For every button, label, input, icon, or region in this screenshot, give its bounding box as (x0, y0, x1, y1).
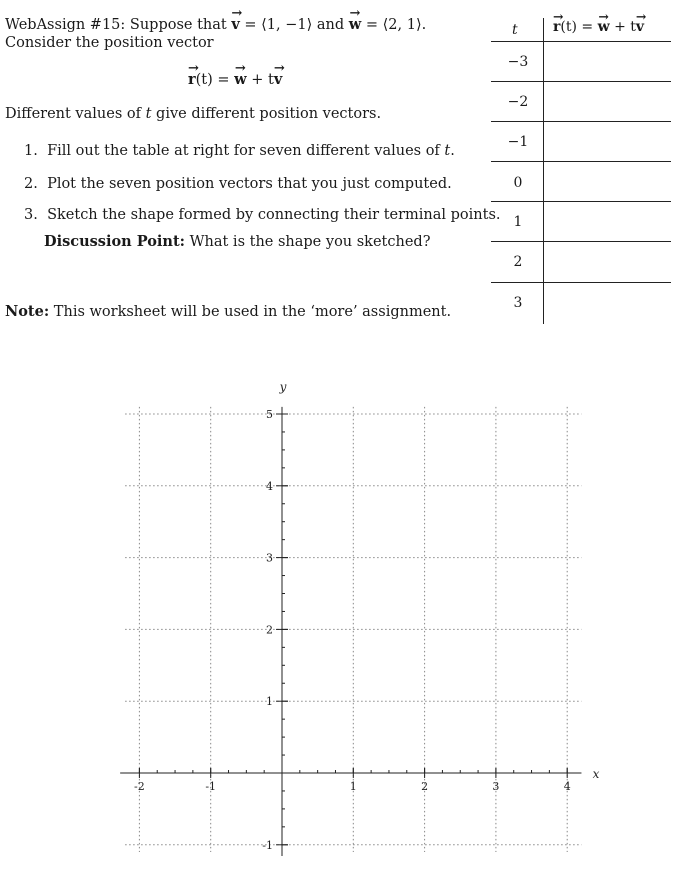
x-tick-label: -1 (205, 780, 217, 793)
y-tick-label: 1 (266, 695, 273, 709)
x-tick-label: -2 (134, 780, 145, 793)
y-tick-label: -1 (262, 838, 273, 852)
table-cell-t: −2 (507, 94, 529, 110)
item-text: Plot the seven position vectors that you just computed. (47, 176, 452, 192)
x-tick-label: 1 (349, 780, 357, 793)
item-text: Fill out the table at right for seven different values of (47, 143, 445, 159)
different-t: t (145, 106, 152, 122)
table-cell-t: 2 (513, 254, 523, 270)
y-axis-label: y (279, 380, 287, 394)
x-axis-label: x (592, 767, 600, 781)
item-text-end: . (450, 143, 455, 159)
item-t: t (444, 143, 451, 159)
x-tick-label: 3 (492, 780, 500, 793)
table-cell-t: −1 (507, 134, 529, 150)
formula-mid: (t) = (195, 72, 235, 88)
table-cell-t: 3 (513, 295, 523, 311)
note-label: Note: (5, 303, 50, 320)
vector-v-symbol: v → (231, 16, 239, 33)
y-tick-label: 2 (266, 623, 273, 637)
table-cell-t: 0 (513, 175, 523, 191)
formula-plus: + t (246, 72, 274, 88)
discussion-text: What is the shape you sketched? (185, 234, 431, 250)
formula-r: r → (188, 71, 196, 88)
item-number: 3. (24, 207, 38, 223)
y-tick-label: 5 (266, 408, 273, 421)
x-tick-label: 4 (563, 780, 571, 793)
table-cell-t: 1 (513, 214, 523, 230)
vector-w-symbol: w → (349, 16, 361, 33)
item-text: Sketch the shape formed by connecting their terminal points. (47, 207, 501, 223)
table-header-t: t (512, 22, 518, 38)
formula-w: w → (234, 71, 246, 88)
header-plus: + t (609, 19, 636, 35)
header-r: r → (553, 19, 560, 35)
item-number: 1. (24, 143, 38, 159)
x-tick-label: 2 (421, 780, 429, 793)
different-b: give different position vectors. (151, 106, 382, 122)
problem-line-2: Consider the position vector (5, 35, 214, 51)
header-v: v → (636, 19, 644, 35)
formula-v: v → (274, 71, 282, 88)
header-mid: (t) = (560, 19, 598, 35)
y-tick-label: 3 (266, 551, 273, 565)
different-a: Different values of (5, 106, 146, 122)
vector-v-value: = ⟨1, −1⟩ and (239, 17, 349, 33)
problem-intro: WebAssign #15: Suppose that (5, 17, 232, 33)
vector-w-value: = ⟨2, 1⟩. (361, 17, 427, 33)
table-cell-t: −3 (507, 54, 529, 70)
y-tick-label: 4 (266, 479, 273, 493)
item-number: 2. (24, 176, 38, 192)
discussion-label: Discussion Point: (44, 233, 185, 250)
note-text: This worksheet will be used in the ‘more’ assignment. (49, 304, 452, 320)
header-w: w → (598, 19, 610, 35)
